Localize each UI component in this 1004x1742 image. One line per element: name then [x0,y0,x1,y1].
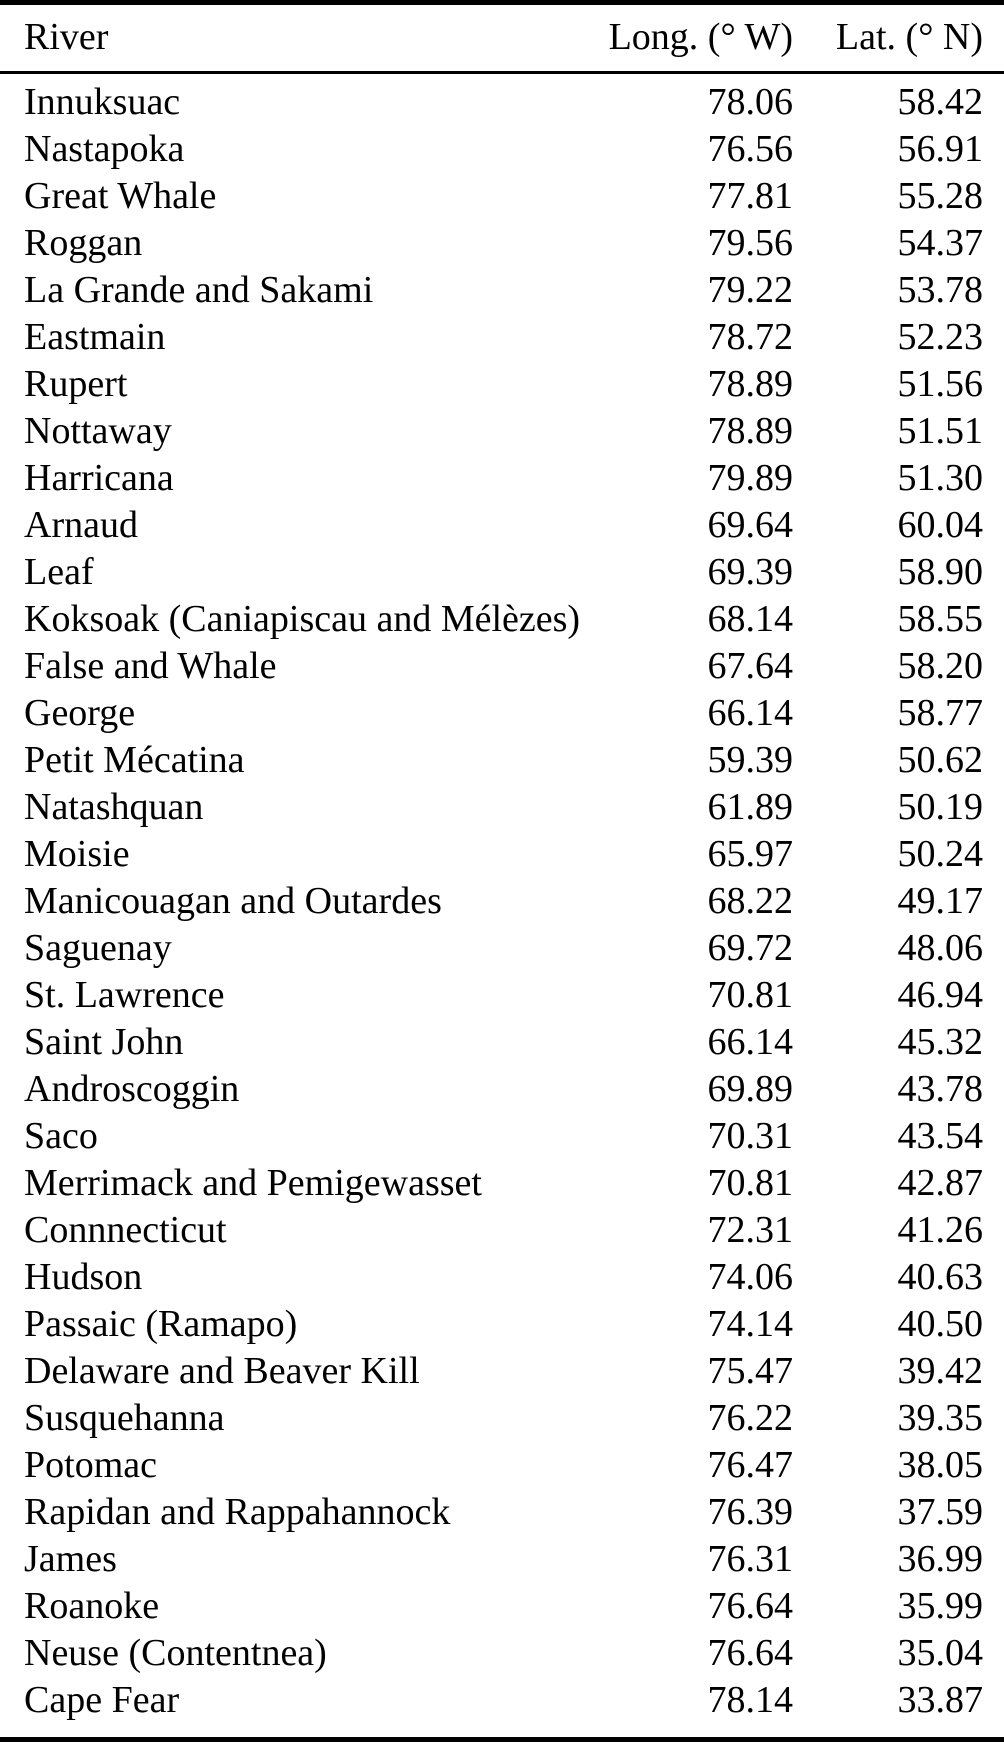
longitude-cell: 69.89 [707,1068,793,1110]
longitude-cell: 76.31 [707,1538,793,1580]
table-row [0,1066,1004,1113]
river-name-cell: Koksoak (Caniapiscau and Mélèzes) [24,598,581,640]
river-name-cell: Saco [24,1115,98,1157]
table-row [0,878,1004,925]
latitude-cell: 43.78 [897,1068,983,1110]
table-row [0,596,1004,643]
longitude-cell: 72.31 [707,1209,793,1251]
latitude-cell: 39.42 [897,1350,983,1392]
longitude-cell: 61.89 [707,786,793,828]
latitude-cell: 46.94 [897,974,983,1016]
river-name-cell: Great Whale [24,175,217,217]
river-name-cell: James [24,1538,117,1580]
column-header-longitude: Long. (° W) [594,3,834,73]
latitude-cell: 50.24 [897,833,983,875]
table-row [0,267,1004,314]
table-row [0,1630,1004,1677]
longitude-cell: 78.06 [707,81,793,123]
longitude-cell: 76.64 [707,1585,793,1627]
table-row [0,1019,1004,1066]
latitude-cell: 35.04 [897,1632,983,1674]
table-row [0,1348,1004,1395]
table-row [0,925,1004,972]
river-name-cell: Eastmain [24,316,166,358]
river-name-cell: St. Lawrence [24,974,225,1016]
longitude-cell: 70.31 [707,1115,793,1157]
river-name-cell: Arnaud [24,504,138,546]
longitude-cell: 78.89 [707,363,793,405]
longitude-cell: 76.56 [707,128,793,170]
latitude-cell: 39.35 [897,1397,983,1439]
latitude-cell: 40.50 [897,1303,983,1345]
river-name-cell: Delaware and Beaver Kill [24,1350,420,1392]
longitude-cell: 69.64 [707,504,793,546]
table-row [0,1536,1004,1583]
table-row [0,1207,1004,1254]
river-name-cell: Manicouagan and Outardes [24,880,442,922]
river-name-cell: Innuksuac [24,81,181,123]
table-header [0,3,1004,73]
longitude-cell: 75.47 [707,1350,793,1392]
table-row [0,220,1004,267]
table-row [0,737,1004,784]
latitude-cell: 40.63 [897,1256,983,1298]
longitude-cell: 66.14 [707,1021,793,1063]
longitude-cell: 69.72 [707,927,793,969]
longitude-cell: 79.22 [707,269,793,311]
table-row [0,361,1004,408]
latitude-cell: 55.28 [897,175,983,217]
latitude-cell: 54.37 [897,222,983,264]
longitude-cell: 78.14 [707,1679,793,1721]
river-name-cell: Hudson [24,1256,143,1298]
river-name-cell: Cape Fear [24,1679,180,1721]
river-name-cell: Susquehanna [24,1397,225,1439]
table-row [0,972,1004,1019]
longitude-cell: 74.06 [707,1256,793,1298]
longitude-cell: 78.89 [707,410,793,452]
longitude-cell: 65.97 [707,833,793,875]
table-row [0,408,1004,455]
river-name-cell: Natashquan [24,786,204,828]
river-name-cell: Roanoke [24,1585,160,1627]
table-row [0,784,1004,831]
column-header-river: River [0,3,594,73]
river-name-cell: Connnecticut [24,1209,227,1251]
latitude-cell: 48.06 [897,927,983,969]
longitude-cell: 78.72 [707,316,793,358]
longitude-cell: 76.64 [707,1632,793,1674]
longitude-cell: 59.39 [707,739,793,781]
longitude-cell: 68.22 [707,880,793,922]
river-name-cell: Potomac [24,1444,157,1486]
river-name-cell: Neuse (Contentnea) [24,1632,327,1674]
table-row [0,126,1004,173]
latitude-cell: 58.20 [897,645,983,687]
table-row [0,455,1004,502]
table-row [0,1583,1004,1630]
table-row [0,1301,1004,1348]
river-name-cell: Rupert [24,363,128,405]
latitude-cell: 45.32 [897,1021,983,1063]
latitude-cell: 42.87 [897,1162,983,1204]
river-name-cell: Roggan [24,222,143,264]
latitude-cell: 51.56 [897,363,983,405]
latitude-cell: 51.30 [897,457,983,499]
river-name-cell: False and Whale [24,645,277,687]
table-row [0,314,1004,361]
latitude-cell: 50.19 [897,786,983,828]
latitude-cell: 50.62 [897,739,983,781]
river-name-cell: George [24,692,136,734]
latitude-cell: 60.04 [897,504,983,546]
latitude-cell: 51.51 [897,410,983,452]
latitude-cell: 33.87 [897,1679,983,1721]
table-row [0,643,1004,690]
longitude-cell: 79.89 [707,457,793,499]
latitude-cell: 53.78 [897,269,983,311]
longitude-cell: 76.47 [707,1444,793,1486]
longitude-cell: 77.81 [707,175,793,217]
river-name-cell: Rapidan and Rappahannock [24,1491,451,1533]
river-name-cell: Nastapoka [24,128,185,170]
latitude-cell: 58.77 [897,692,983,734]
longitude-cell: 79.56 [707,222,793,264]
latitude-cell: 58.90 [897,551,983,593]
latitude-cell: 52.23 [897,316,983,358]
river-name-cell: Passaic (Ramapo) [24,1303,298,1345]
longitude-cell: 66.14 [707,692,793,734]
column-header-latitude: Lat. (° N) [834,3,1004,73]
table-body [0,73,1004,1740]
latitude-cell: 41.26 [897,1209,983,1251]
latitude-cell: 56.91 [897,128,983,170]
river-name-cell: Saint John [24,1021,184,1063]
longitude-cell: 68.14 [707,598,793,640]
longitude-cell: 70.81 [707,974,793,1016]
river-name-cell: Leaf [24,551,94,593]
river-name-cell: La Grande and Sakami [24,269,374,311]
longitude-cell: 67.64 [707,645,793,687]
table-row [0,173,1004,220]
latitude-cell: 38.05 [897,1444,983,1486]
latitude-cell: 36.99 [897,1538,983,1580]
latitude-cell: 37.59 [897,1491,983,1533]
river-name-cell: Saguenay [24,927,172,969]
table-row [0,502,1004,549]
longitude-cell: 74.14 [707,1303,793,1345]
table-header-row [0,3,1004,73]
river-name-cell: Harricana [24,457,174,499]
table-row [0,1442,1004,1489]
table-row [0,831,1004,878]
table-row [0,73,1004,127]
table-row [0,1160,1004,1207]
latitude-cell: 58.42 [897,81,983,123]
latitude-cell: 49.17 [897,880,983,922]
table-row [0,1489,1004,1536]
table-row [0,549,1004,596]
longitude-cell: 70.81 [707,1162,793,1204]
latitude-cell: 43.54 [897,1115,983,1157]
table-row [0,1113,1004,1160]
latitude-cell: 58.55 [897,598,983,640]
table-row [0,1254,1004,1301]
longitude-cell: 76.39 [707,1491,793,1533]
longitude-cell: 76.22 [707,1397,793,1439]
longitude-cell: 69.39 [707,551,793,593]
table-row [0,690,1004,737]
table-row [0,1395,1004,1442]
river-name-cell: Androscoggin [24,1068,240,1110]
river-name-cell: Petit Mécatina [24,739,245,781]
river-name-cell: Moisie [24,833,130,875]
river-name-cell: Merrimack and Pemigewasset [24,1162,482,1204]
river-name-cell: Nottaway [24,410,172,452]
latitude-cell: 35.99 [897,1585,983,1627]
table-row [0,1677,1004,1740]
